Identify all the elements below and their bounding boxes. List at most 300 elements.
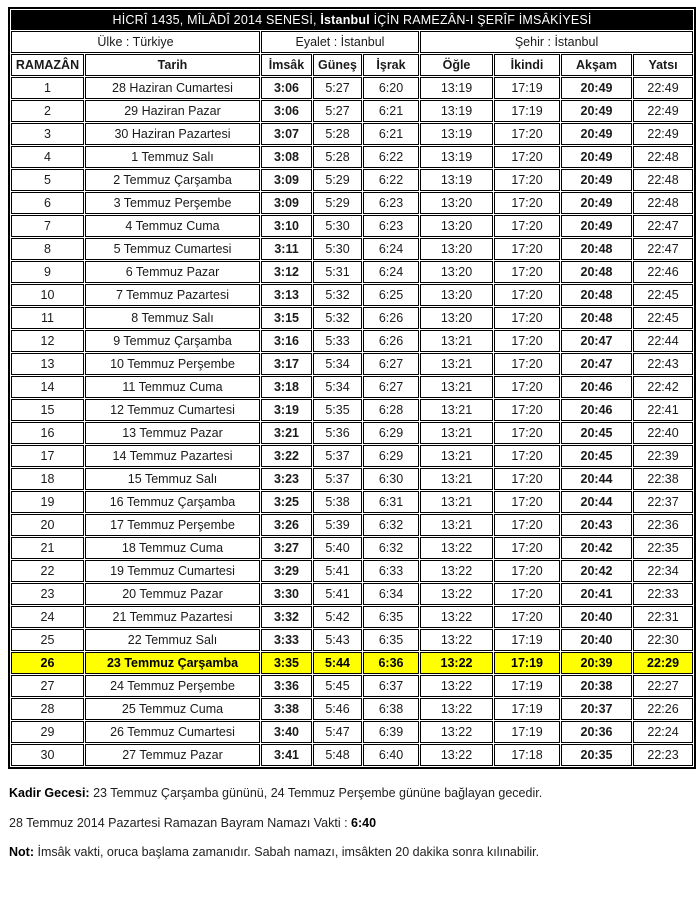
- gunes-cell: 5:31: [313, 261, 362, 283]
- ikindi-cell: 17:19: [494, 100, 560, 122]
- gunes-cell: 5:41: [313, 560, 362, 582]
- imsak-cell: 3:26: [261, 514, 312, 536]
- ikindi-cell: 17:20: [494, 353, 560, 375]
- yatsi-cell: 22:26: [633, 698, 693, 720]
- table-row: [11, 261, 693, 283]
- table-row: [11, 721, 693, 743]
- ikindi-cell: 17:20: [494, 192, 560, 214]
- yatsi-cell: 22:46: [633, 261, 693, 283]
- imsak-cell: 3:29: [261, 560, 312, 582]
- aksam-cell: 20:44: [561, 491, 632, 513]
- yatsi-cell: 22:44: [633, 330, 693, 352]
- ikindi-cell: 17:20: [494, 169, 560, 191]
- yatsi-cell: 22:47: [633, 215, 693, 237]
- imsak-cell: 3:32: [261, 606, 312, 628]
- gunes-cell: 5:43: [313, 629, 362, 651]
- gunes-cell: 5:46: [313, 698, 362, 720]
- ogle-cell: 13:20: [420, 261, 493, 283]
- ramadan-day-cell: 13: [11, 353, 84, 375]
- table-row: [11, 399, 693, 421]
- prayer-table-body: [11, 77, 693, 766]
- location-country: Ülke : Türkiye: [11, 31, 260, 53]
- column-header-imsak: İmsâk: [261, 54, 312, 76]
- yatsi-cell: 22:45: [633, 284, 693, 306]
- gunes-cell: 5:30: [313, 215, 362, 237]
- imsak-cell: 3:07: [261, 123, 312, 145]
- israk-cell: 6:37: [363, 675, 419, 697]
- date-cell: 28 Haziran Cumartesi: [85, 77, 260, 99]
- table-row: [11, 376, 693, 398]
- ramadan-day-cell: 19: [11, 491, 84, 513]
- column-header-ikindi: İkindi: [494, 54, 560, 76]
- date-cell: 4 Temmuz Cuma: [85, 215, 260, 237]
- date-cell: 25 Temmuz Cuma: [85, 698, 260, 720]
- ikindi-cell: 17:18: [494, 744, 560, 766]
- ogle-cell: 13:19: [420, 146, 493, 168]
- yatsi-cell: 22:38: [633, 468, 693, 490]
- imsak-cell: 3:25: [261, 491, 312, 513]
- imsak-cell: 3:38: [261, 698, 312, 720]
- israk-cell: 6:27: [363, 376, 419, 398]
- date-cell: 26 Temmuz Cumartesi: [85, 721, 260, 743]
- date-cell: 10 Temmuz Perşembe: [85, 353, 260, 375]
- date-cell: 11 Temmuz Cuma: [85, 376, 260, 398]
- kadir-gecesi-note: [9, 786, 692, 800]
- ikindi-cell: 17:20: [494, 123, 560, 145]
- yatsi-cell: 22:45: [633, 307, 693, 329]
- israk-cell: 6:22: [363, 146, 419, 168]
- ikindi-cell: 17:20: [494, 261, 560, 283]
- aksam-cell: 20:48: [561, 261, 632, 283]
- imsak-cell: 3:12: [261, 261, 312, 283]
- gunes-cell: 5:29: [313, 192, 362, 214]
- israk-cell: 6:20: [363, 77, 419, 99]
- aksam-cell: 20:49: [561, 100, 632, 122]
- ikindi-cell: 17:19: [494, 698, 560, 720]
- date-cell: 1 Temmuz Salı: [85, 146, 260, 168]
- column-header-israk: İşrak: [363, 54, 419, 76]
- ikindi-cell: 17:20: [494, 307, 560, 329]
- yatsi-cell: 22:30: [633, 629, 693, 651]
- ramadan-day-cell: 10: [11, 284, 84, 306]
- table-row: [11, 215, 693, 237]
- ogle-cell: 13:20: [420, 192, 493, 214]
- ikindi-cell: 17:20: [494, 399, 560, 421]
- date-cell: 22 Temmuz Salı: [85, 629, 260, 651]
- yatsi-cell: 22:47: [633, 238, 693, 260]
- ikindi-cell: 17:20: [494, 491, 560, 513]
- aksam-cell: 20:48: [561, 238, 632, 260]
- israk-cell: 6:24: [363, 261, 419, 283]
- table-row: [11, 468, 693, 490]
- ogle-cell: 13:22: [420, 675, 493, 697]
- ogle-cell: 13:21: [420, 399, 493, 421]
- ramadan-day-cell: 20: [11, 514, 84, 536]
- israk-cell: 6:33: [363, 560, 419, 582]
- imsak-cell: 3:40: [261, 721, 312, 743]
- table-row: [11, 123, 693, 145]
- table-row: [11, 307, 693, 329]
- ikindi-cell: 17:20: [494, 514, 560, 536]
- aksam-cell: 20:49: [561, 146, 632, 168]
- israk-cell: 6:31: [363, 491, 419, 513]
- date-cell: 12 Temmuz Cumartesi: [85, 399, 260, 421]
- ogle-cell: 13:21: [420, 353, 493, 375]
- gunes-cell: 5:32: [313, 284, 362, 306]
- gunes-cell: 5:48: [313, 744, 362, 766]
- imsak-cell: 3:18: [261, 376, 312, 398]
- yatsi-cell: 22:29: [633, 652, 693, 674]
- date-cell: 14 Temmuz Pazartesi: [85, 445, 260, 467]
- aksam-cell: 20:49: [561, 169, 632, 191]
- table-row: [11, 629, 693, 651]
- ogle-cell: 13:22: [420, 606, 493, 628]
- aksam-cell: 20:49: [561, 192, 632, 214]
- ramadan-day-cell: 7: [11, 215, 84, 237]
- ikindi-cell: 17:20: [494, 284, 560, 306]
- column-header-ramazan: RAMAZÂN: [11, 54, 84, 76]
- ramadan-day-cell: 2: [11, 100, 84, 122]
- yatsi-cell: 22:34: [633, 560, 693, 582]
- gunes-cell: 5:45: [313, 675, 362, 697]
- ikindi-cell: 17:20: [494, 583, 560, 605]
- yatsi-cell: 22:41: [633, 399, 693, 421]
- gunes-cell: 5:37: [313, 445, 362, 467]
- ramadan-day-cell: 23: [11, 583, 84, 605]
- gunes-cell: 5:38: [313, 491, 362, 513]
- gunes-cell: 5:28: [313, 123, 362, 145]
- date-cell: 13 Temmuz Pazar: [85, 422, 260, 444]
- date-cell: 3 Temmuz Perşembe: [85, 192, 260, 214]
- table-row: [11, 100, 693, 122]
- imsak-cell: 3:36: [261, 675, 312, 697]
- ikindi-cell: 17:20: [494, 330, 560, 352]
- table-row: [11, 675, 693, 697]
- gunes-cell: 5:27: [313, 100, 362, 122]
- table-row: [11, 353, 693, 375]
- israk-cell: 6:26: [363, 330, 419, 352]
- aksam-cell: 20:35: [561, 744, 632, 766]
- table-row: [11, 652, 693, 674]
- ogle-cell: 13:21: [420, 330, 493, 352]
- yatsi-cell: 22:39: [633, 445, 693, 467]
- yatsi-cell: 22:31: [633, 606, 693, 628]
- israk-cell: 6:36: [363, 652, 419, 674]
- ogle-cell: 13:19: [420, 123, 493, 145]
- ogle-cell: 13:22: [420, 698, 493, 720]
- date-cell: 30 Haziran Pazartesi: [85, 123, 260, 145]
- yatsi-cell: 22:37: [633, 491, 693, 513]
- imsakiye-table: [8, 7, 696, 769]
- ramadan-day-cell: 11: [11, 307, 84, 329]
- aksam-cell: 20:48: [561, 307, 632, 329]
- column-header-aksam: Akşam: [561, 54, 632, 76]
- bayram-namazi-time: 6:40: [351, 815, 377, 830]
- aksam-cell: 20:47: [561, 330, 632, 352]
- gunes-cell: 5:29: [313, 169, 362, 191]
- date-cell: 18 Temmuz Cuma: [85, 537, 260, 559]
- imsak-cell: 3:06: [261, 77, 312, 99]
- ramadan-day-cell: 9: [11, 261, 84, 283]
- ikindi-cell: 17:19: [494, 629, 560, 651]
- imsak-cell: 3:06: [261, 100, 312, 122]
- imsak-cell: 3:13: [261, 284, 312, 306]
- ikindi-cell: 17:19: [494, 675, 560, 697]
- aksam-cell: 20:43: [561, 514, 632, 536]
- date-cell: 23 Temmuz Çarşamba: [85, 652, 260, 674]
- date-cell: 19 Temmuz Cumartesi: [85, 560, 260, 582]
- aksam-cell: 20:37: [561, 698, 632, 720]
- date-cell: 20 Temmuz Pazar: [85, 583, 260, 605]
- aksam-cell: 20:46: [561, 399, 632, 421]
- israk-cell: 6:29: [363, 422, 419, 444]
- imsak-cell: 3:23: [261, 468, 312, 490]
- kadir-gecesi-text: 23 Temmuz Çarşamba gününü, 24 Temmuz Perşembe gününe bağlayan gecedir.: [89, 786, 543, 800]
- gunes-cell: 5:36: [313, 422, 362, 444]
- ogle-cell: 13:22: [420, 744, 493, 766]
- ramadan-day-cell: 12: [11, 330, 84, 352]
- israk-cell: 6:40: [363, 744, 419, 766]
- imsak-cell: 3:33: [261, 629, 312, 651]
- table-row: [11, 560, 693, 582]
- table-row: [11, 77, 693, 99]
- yatsi-cell: 22:48: [633, 192, 693, 214]
- israk-cell: 6:25: [363, 284, 419, 306]
- gunes-cell: 5:41: [313, 583, 362, 605]
- table-row: [11, 537, 693, 559]
- column-header-tarih: Tarih: [85, 54, 260, 76]
- date-cell: 21 Temmuz Pazartesi: [85, 606, 260, 628]
- aksam-cell: 20:36: [561, 721, 632, 743]
- ogle-cell: 13:19: [420, 169, 493, 191]
- table-row: [11, 606, 693, 628]
- location-row: [11, 31, 693, 53]
- location-city: Şehir : İstanbul: [420, 31, 693, 53]
- ogle-cell: 13:22: [420, 721, 493, 743]
- israk-cell: 6:39: [363, 721, 419, 743]
- page-title: [11, 10, 693, 30]
- yatsi-cell: 22:33: [633, 583, 693, 605]
- ikindi-cell: 17:20: [494, 606, 560, 628]
- aksam-cell: 20:40: [561, 629, 632, 651]
- aksam-cell: 20:47: [561, 353, 632, 375]
- ramadan-day-cell: 29: [11, 721, 84, 743]
- date-cell: 5 Temmuz Cumartesi: [85, 238, 260, 260]
- imsak-cell: 3:09: [261, 192, 312, 214]
- gunes-cell: 5:32: [313, 307, 362, 329]
- israk-cell: 6:38: [363, 698, 419, 720]
- ogle-cell: 13:20: [420, 307, 493, 329]
- ikindi-cell: 17:20: [494, 445, 560, 467]
- title-suffix: İÇİN RAMEZÂN-I ŞERÎF İMSÂKİYESİ: [369, 13, 592, 27]
- aksam-cell: 20:41: [561, 583, 632, 605]
- imsak-cell: 3:11: [261, 238, 312, 260]
- table-row: [11, 514, 693, 536]
- location-state: Eyalet : İstanbul: [261, 31, 419, 53]
- ramadan-day-cell: 15: [11, 399, 84, 421]
- gunes-cell: 5:34: [313, 353, 362, 375]
- ikindi-cell: 17:20: [494, 215, 560, 237]
- column-header-gunes: Güneş: [313, 54, 362, 76]
- title-prefix: HİCRÎ 1435, MÎLÂDÎ 2014 SENESİ,: [112, 13, 321, 27]
- date-cell: 24 Temmuz Perşembe: [85, 675, 260, 697]
- imsak-cell: 3:09: [261, 169, 312, 191]
- ogle-cell: 13:19: [420, 100, 493, 122]
- column-header-row: [11, 54, 693, 76]
- ramadan-day-cell: 17: [11, 445, 84, 467]
- yatsi-cell: 22:49: [633, 77, 693, 99]
- israk-cell: 6:26: [363, 307, 419, 329]
- gunes-cell: 5:34: [313, 376, 362, 398]
- ogle-cell: 13:22: [420, 583, 493, 605]
- aksam-cell: 20:49: [561, 123, 632, 145]
- israk-cell: 6:21: [363, 100, 419, 122]
- gunes-cell: 5:42: [313, 606, 362, 628]
- yatsi-cell: 22:35: [633, 537, 693, 559]
- imsak-cell: 3:35: [261, 652, 312, 674]
- yatsi-cell: 22:48: [633, 169, 693, 191]
- imsak-note: [9, 845, 692, 859]
- ikindi-cell: 17:19: [494, 721, 560, 743]
- ogle-cell: 13:21: [420, 376, 493, 398]
- table-row: [11, 445, 693, 467]
- israk-cell: 6:21: [363, 123, 419, 145]
- ogle-cell: 13:20: [420, 215, 493, 237]
- israk-cell: 6:30: [363, 468, 419, 490]
- yatsi-cell: 22:42: [633, 376, 693, 398]
- imsak-cell: 3:17: [261, 353, 312, 375]
- ramadan-day-cell: 4: [11, 146, 84, 168]
- aksam-cell: 20:46: [561, 376, 632, 398]
- ramadan-day-cell: 28: [11, 698, 84, 720]
- imsak-note-label: Not:: [9, 845, 34, 859]
- ikindi-cell: 17:20: [494, 537, 560, 559]
- column-header-yatsi: Yatsı: [633, 54, 693, 76]
- imsak-cell: 3:21: [261, 422, 312, 444]
- ogle-cell: 13:21: [420, 445, 493, 467]
- gunes-cell: 5:28: [313, 146, 362, 168]
- ogle-cell: 13:20: [420, 284, 493, 306]
- bayram-namazi-note: [9, 816, 692, 830]
- ikindi-cell: 17:20: [494, 560, 560, 582]
- ogle-cell: 13:22: [420, 560, 493, 582]
- ogle-cell: 13:22: [420, 629, 493, 651]
- israk-cell: 6:22: [363, 169, 419, 191]
- israk-cell: 6:24: [363, 238, 419, 260]
- ramadan-day-cell: 27: [11, 675, 84, 697]
- ikindi-cell: 17:20: [494, 238, 560, 260]
- ogle-cell: 13:22: [420, 537, 493, 559]
- aksam-cell: 20:38: [561, 675, 632, 697]
- yatsi-cell: 22:48: [633, 146, 693, 168]
- table-row: [11, 192, 693, 214]
- ramadan-day-cell: 26: [11, 652, 84, 674]
- yatsi-cell: 22:27: [633, 675, 693, 697]
- gunes-cell: 5:27: [313, 77, 362, 99]
- yatsi-cell: 22:24: [633, 721, 693, 743]
- imsak-note-text: İmsâk vakti, oruca başlama zamanıdır. Sabah namazı, imsâkten 20 dakika sonra kılınabilir.: [34, 845, 540, 859]
- aksam-cell: 20:39: [561, 652, 632, 674]
- gunes-cell: 5:30: [313, 238, 362, 260]
- israk-cell: 6:32: [363, 514, 419, 536]
- date-cell: 2 Temmuz Çarşamba: [85, 169, 260, 191]
- table-row: [11, 491, 693, 513]
- ogle-cell: 13:21: [420, 491, 493, 513]
- ogle-cell: 13:21: [420, 468, 493, 490]
- table-row: [11, 169, 693, 191]
- footnotes: [8, 786, 692, 859]
- imsak-cell: 3:27: [261, 537, 312, 559]
- date-cell: 7 Temmuz Pazartesi: [85, 284, 260, 306]
- israk-cell: 6:27: [363, 353, 419, 375]
- ogle-cell: 13:21: [420, 514, 493, 536]
- date-cell: 15 Temmuz Salı: [85, 468, 260, 490]
- ikindi-cell: 17:19: [494, 77, 560, 99]
- table-row: [11, 238, 693, 260]
- aksam-cell: 20:45: [561, 445, 632, 467]
- ramadan-day-cell: 25: [11, 629, 84, 651]
- israk-cell: 6:35: [363, 606, 419, 628]
- date-cell: 9 Temmuz Çarşamba: [85, 330, 260, 352]
- imsak-cell: 3:15: [261, 307, 312, 329]
- ogle-cell: 13:20: [420, 238, 493, 260]
- table-row: [11, 583, 693, 605]
- israk-cell: 6:23: [363, 192, 419, 214]
- gunes-cell: 5:39: [313, 514, 362, 536]
- imsak-cell: 3:19: [261, 399, 312, 421]
- aksam-cell: 20:44: [561, 468, 632, 490]
- table-row: [11, 698, 693, 720]
- table-row: [11, 422, 693, 444]
- ikindi-cell: 17:20: [494, 468, 560, 490]
- ogle-cell: 13:21: [420, 422, 493, 444]
- table-row: [11, 330, 693, 352]
- ogle-cell: 13:22: [420, 652, 493, 674]
- aksam-cell: 20:45: [561, 422, 632, 444]
- ramadan-day-cell: 3: [11, 123, 84, 145]
- ikindi-cell: 17:19: [494, 652, 560, 674]
- ramadan-day-cell: 14: [11, 376, 84, 398]
- gunes-cell: 5:44: [313, 652, 362, 674]
- imsak-cell: 3:08: [261, 146, 312, 168]
- yatsi-cell: 22:40: [633, 422, 693, 444]
- yatsi-cell: 22:43: [633, 353, 693, 375]
- israk-cell: 6:29: [363, 445, 419, 467]
- ramadan-day-cell: 24: [11, 606, 84, 628]
- ramadan-day-cell: 30: [11, 744, 84, 766]
- table-row: [11, 146, 693, 168]
- israk-cell: 6:35: [363, 629, 419, 651]
- ramadan-day-cell: 21: [11, 537, 84, 559]
- imsak-cell: 3:16: [261, 330, 312, 352]
- gunes-cell: 5:40: [313, 537, 362, 559]
- imsak-cell: 3:30: [261, 583, 312, 605]
- yatsi-cell: 22:23: [633, 744, 693, 766]
- date-cell: 16 Temmuz Çarşamba: [85, 491, 260, 513]
- title-city: İstanbul: [320, 13, 370, 27]
- yatsi-cell: 22:49: [633, 100, 693, 122]
- date-cell: 27 Temmuz Pazar: [85, 744, 260, 766]
- aksam-cell: 20:49: [561, 77, 632, 99]
- gunes-cell: 5:35: [313, 399, 362, 421]
- ogle-cell: 13:19: [420, 77, 493, 99]
- aksam-cell: 20:42: [561, 560, 632, 582]
- ramadan-day-cell: 18: [11, 468, 84, 490]
- imsak-cell: 3:22: [261, 445, 312, 467]
- date-cell: 17 Temmuz Perşembe: [85, 514, 260, 536]
- column-header-ogle: Öğle: [420, 54, 493, 76]
- date-cell: 6 Temmuz Pazar: [85, 261, 260, 283]
